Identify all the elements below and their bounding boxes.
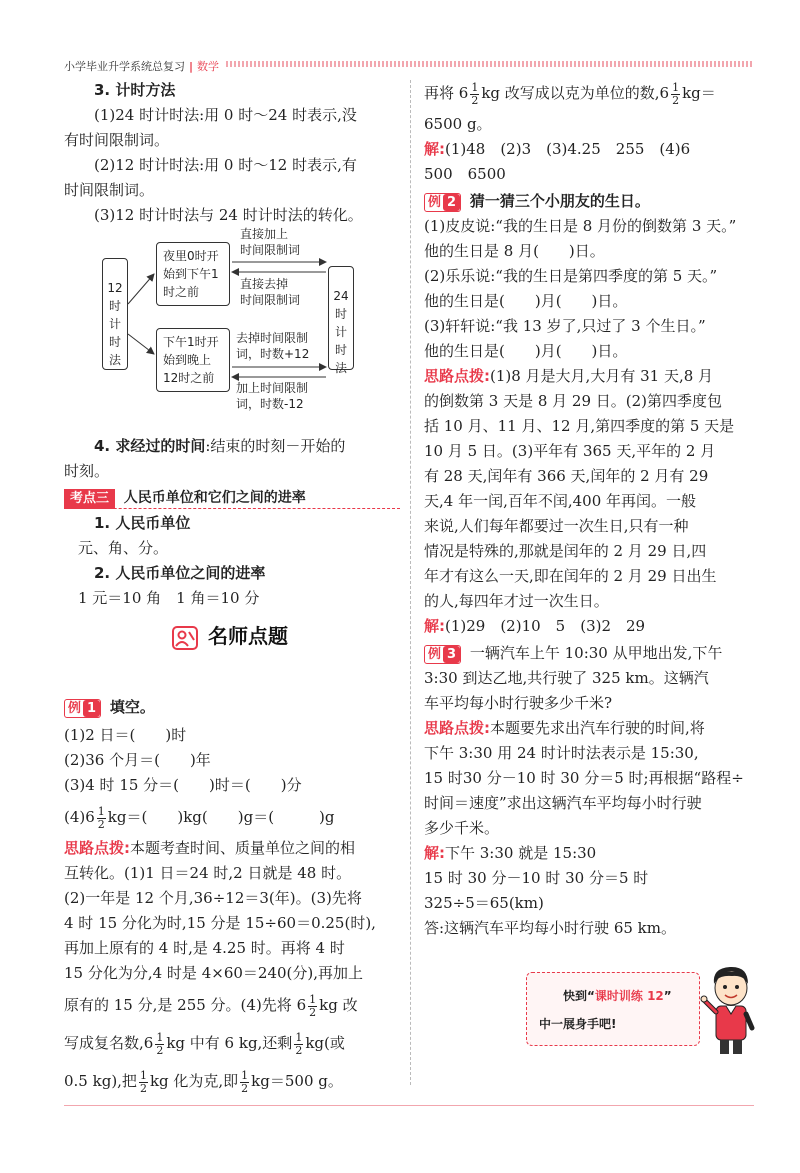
diagram-text: 直接去掉	[240, 277, 289, 291]
hint-text: 本题要先求出汽车行驶的时间,将	[490, 719, 705, 737]
section-4-line	[64, 434, 400, 459]
hint-line: 的人,每四年才过一次生日。	[424, 592, 609, 610]
answer-line	[424, 841, 760, 866]
hint-line: 下午 3:30 用 24 时计时法表示是 15:30,	[424, 744, 699, 762]
hint-line: 来说,人们每年都要过一次生日,只有一种	[424, 517, 689, 535]
answer-label: 解:	[424, 140, 445, 158]
hint-line	[424, 364, 760, 389]
section-title: 名师点题	[208, 624, 288, 648]
answer-line: 325÷5＝65(km)	[424, 894, 544, 912]
fraction-numerator: 1	[471, 80, 479, 94]
diagram-text: 夜里0时开	[163, 249, 219, 263]
question-line: 他的生日是 8 月( )日。	[424, 242, 605, 260]
hint-line: 4 时 15 分化为时,15 分是 15÷60＝0.25(时),	[64, 914, 376, 932]
arrow-label	[240, 276, 300, 308]
hint-label: 思路点拨:	[424, 367, 490, 385]
hint-text: kg＝500 g。	[251, 1072, 343, 1090]
hint-line: 天,4 年一闰,百年不闰,400 年再闰。一般	[424, 492, 697, 510]
hint-line: 有 28 天,闰年有 366 天,闰年的 2 月有 29	[424, 467, 709, 485]
question-line: (2)36 个月＝( )年	[64, 751, 211, 769]
question-line: (3)轩轩说:“我 13 岁了,只过了 3 个生日。”	[424, 317, 706, 335]
example-1-header	[64, 695, 400, 720]
arrow-label	[240, 226, 300, 258]
arrow-label	[236, 330, 309, 362]
fraction-numerator: 1	[156, 1030, 164, 1044]
hint-line: 15 时30 分－10 时 30 分＝5 时;再根据“路程÷	[424, 769, 744, 787]
diagram-text: 加上时间限制	[236, 381, 309, 395]
section-3-title: 3. 计时方法	[94, 81, 176, 99]
hint-line	[424, 716, 760, 741]
answer-line	[424, 137, 760, 162]
diagram-text: 去掉时间限制	[236, 331, 309, 345]
question-line: 他的生日是( )月( )日。	[424, 342, 628, 360]
hint-line	[64, 836, 400, 861]
fraction	[155, 1032, 164, 1057]
question-line: 3:30 到达乙地,共行驶了 325 km。这辆汽	[424, 669, 709, 687]
hint-text: kg(或	[305, 1034, 345, 1052]
callout-text: 快到“	[563, 989, 595, 1003]
hint-line: 互转化。(1)1 日＝24 时,2 日就是 48 时。	[64, 864, 352, 882]
section-4-text: :结束的时刻－开始的	[205, 437, 346, 455]
hint-line: (2)一年是 12 个月,36÷12＝3(年)。(3)先将	[64, 889, 362, 907]
fraction	[671, 82, 680, 107]
section-heading	[172, 620, 288, 650]
callout-line-2: 中一展身手吧!	[539, 1017, 617, 1031]
example-number: 2	[443, 194, 460, 211]
diagram-text: 时	[334, 343, 347, 357]
example-number: 3	[443, 646, 460, 663]
hint-line: 年才有这么一天,即在闰年的 2 月 29 日出生	[424, 567, 717, 585]
diagram-text: 计	[108, 317, 121, 331]
hint-line	[64, 1062, 400, 1100]
twenty-four-hour-box	[328, 266, 354, 375]
practice-callout	[526, 972, 700, 1046]
answer-line: 答:这辆汽车平均每小时行驶 65 km。	[424, 919, 676, 937]
example-tag	[64, 699, 101, 718]
fraction-denominator: 2	[295, 1043, 303, 1057]
answer-text: 下午 3:30 就是 15:30	[445, 844, 597, 862]
diagram-text: 时	[334, 307, 347, 321]
hint-text: 原有的 15 分,是 255 分。(4)先将 6	[64, 996, 307, 1014]
question-line: (2)乐乐说:“我的生日是第四季度的第 5 天。”	[424, 267, 718, 285]
hint-text: 本题考查时间、质量单位之间的相	[130, 839, 356, 857]
book-title: 小学毕业升学系统总复习	[64, 60, 185, 73]
callout-text: ”	[663, 989, 672, 1003]
example-tag	[424, 193, 461, 212]
text-line: (1)24 时计时法:用 0 时～24 时表示,没	[94, 106, 357, 124]
header-separator: |	[189, 60, 194, 73]
fraction-numerator: 1	[139, 1068, 147, 1082]
hint-line	[64, 986, 400, 1024]
fraction-denominator: 2	[139, 1081, 147, 1095]
hint-text: 0.5 kg),把	[64, 1072, 137, 1090]
example-3-header	[424, 641, 760, 666]
diagram-text: 时间限制词	[240, 243, 301, 257]
diagram-text: 词，时数+12	[236, 347, 310, 361]
question-line: 他的生日是( )月( )日。	[424, 292, 628, 310]
cartoon-boy-illustration	[700, 962, 762, 1058]
hint-text: kg 中有 6 kg,还剩	[166, 1034, 293, 1052]
text: kg＝	[682, 84, 716, 102]
fraction	[294, 1032, 303, 1057]
hint-line: 时间＝速度”求出这辆汽车平均每小时行驶	[424, 794, 702, 812]
question-line: (1)皮皮说:“我的生日是 8 月份的倒数第 3 天。”	[424, 217, 737, 235]
header-rule	[226, 61, 754, 67]
hint-label: 思路点拨:	[64, 839, 130, 857]
hint-line	[64, 1024, 400, 1062]
answer-text: (1)48 (2)3 (3)4.25 255 (4)6	[445, 140, 691, 158]
diagram-connectors	[100, 224, 360, 414]
answer-label: 解:	[424, 617, 445, 635]
answer-text: (1)29 (2)10 5 (3)2 29	[445, 617, 646, 635]
hint-line: 括 10 月、11 月、12 月,第四季度的第 5 天是	[424, 417, 735, 435]
example-number: 1	[83, 700, 100, 717]
running-header	[64, 58, 219, 74]
diagram-text: 计	[334, 325, 347, 339]
fraction-numerator: 1	[672, 80, 680, 94]
twelve-hour-box	[102, 258, 128, 370]
diagram-text: 12	[107, 281, 123, 295]
diagram-text: 直接加上	[240, 227, 289, 241]
text: 再将 6	[424, 84, 469, 102]
kaodian-tag: 考点三	[64, 489, 115, 509]
diagram-text: 时之前	[163, 285, 200, 299]
answer-line: 15 时 30 分－10 时 30 分＝5 时	[424, 869, 649, 887]
question-line	[64, 798, 400, 836]
example-3-text: 一辆汽车上午 10:30 从甲地出发,下午	[469, 644, 723, 662]
diagram-text: 下午1时开	[163, 335, 219, 349]
text-line: 时间限制词。	[64, 181, 155, 199]
fraction-denominator: 2	[97, 817, 105, 831]
diagram-text: 始到晚上	[163, 353, 212, 367]
example-2-header	[424, 189, 760, 214]
hint-text: (1)8 月是大月,大月有 31 天,8 月	[490, 367, 714, 385]
section-4-title: 4. 求经过的时间	[94, 437, 206, 455]
answer-line	[424, 614, 760, 639]
hint-line: 情况是特殊的,那就是闰年的 2 月 29 日,四	[424, 542, 707, 560]
arrow-label	[236, 380, 308, 412]
text-line: 6500 g。	[424, 115, 492, 133]
example-tag	[424, 645, 461, 664]
fraction-denominator: 2	[156, 1043, 164, 1057]
diagram-text: 法	[334, 361, 347, 375]
example-tag-label: 例	[68, 700, 82, 716]
fraction-numerator: 1	[295, 1030, 303, 1044]
fraction-numerator: 1	[241, 1068, 249, 1082]
diagram-text: 始到下午1	[163, 267, 219, 281]
time-conversion-diagram	[100, 224, 360, 414]
right-column	[424, 78, 760, 941]
text-line: (2)12 时计时法:用 0 时～12 时表示,有	[94, 156, 357, 174]
question-line: (3)4 时 15 分＝( )时＝( )分	[64, 776, 302, 794]
hint-text: kg 改	[319, 996, 358, 1014]
hint-label: 思路点拨:	[424, 719, 490, 737]
question-line: (1)2 日＝( )时	[64, 726, 187, 744]
hint-text: 写成复名数,6	[64, 1034, 154, 1052]
question-text: kg＝( )kg( )g＝( )g	[107, 808, 335, 826]
fraction	[139, 1070, 148, 1095]
diagram-text: 词，时数-12	[236, 397, 304, 411]
example-2-title: 猜一猜三个小朋友的生日。	[469, 192, 650, 210]
diagram-text: 时	[108, 335, 121, 349]
diagram-text: 12时之前	[163, 371, 215, 385]
example-tag-label: 例	[428, 194, 442, 210]
question-text: (4)6	[64, 808, 95, 826]
question-line: 车平均每小时行驶多少千米?	[424, 694, 613, 712]
fraction	[240, 1070, 249, 1095]
footer-rule	[64, 1105, 754, 1106]
fraction-denominator: 2	[241, 1081, 249, 1095]
fraction-denominator: 2	[471, 93, 479, 107]
fraction-numerator: 1	[309, 992, 317, 1006]
morning-range-box	[156, 242, 230, 306]
hint-line: 再加上原有的 4 时,是 4.25 时。再将 4 时	[64, 939, 345, 957]
hint-text: kg 化为克,即	[149, 1072, 239, 1090]
text: kg 改写成以克为单位的数,6	[481, 84, 670, 102]
fraction	[308, 994, 317, 1019]
hint-line: 多少千米。	[424, 819, 500, 837]
text-line: (3)12 时计时法与 24 时计时法的转化。	[94, 206, 363, 224]
diagram-text: 24	[333, 289, 349, 303]
example-tag-label: 例	[428, 646, 442, 662]
column-divider	[410, 80, 411, 1085]
diagram-text: 时	[108, 299, 121, 313]
rmb-2-title: 2. 人民币单位之间的进率	[94, 564, 266, 582]
kaodian-3-header	[64, 486, 400, 509]
kaodian-title: 人民币单位和它们之间的进率	[123, 490, 306, 506]
rmb-2-body: 1 元＝10 角 1 角＝10 分	[78, 589, 260, 607]
teacher-icon	[172, 626, 198, 650]
fraction	[470, 82, 479, 107]
fraction-denominator: 2	[672, 93, 680, 107]
text-line	[424, 74, 760, 112]
fraction	[97, 806, 106, 831]
rmb-1-body: 元、角、分。	[78, 539, 169, 557]
subject-label: 数学	[197, 60, 220, 73]
fraction-denominator: 2	[309, 1005, 317, 1019]
text-line: 有时间限制词。	[64, 131, 170, 149]
diagram-text: 法	[108, 353, 121, 367]
example-1-title: 填空。	[109, 698, 155, 716]
hint-line: 10 月 5 日。(3)平年有 365 天,平年的 2 月	[424, 442, 716, 460]
callout-line-1	[563, 987, 672, 1004]
fraction-numerator: 1	[97, 804, 105, 818]
rmb-1-title: 1. 人民币单位	[94, 514, 191, 532]
answer-label: 解:	[424, 844, 445, 862]
afternoon-range-box	[156, 328, 230, 392]
text-line: 时刻。	[64, 462, 110, 480]
hint-line: 的倒数第 3 天是 8 月 29 日。(2)第四季度包	[424, 392, 723, 410]
answer-line: 500 6500	[424, 165, 506, 183]
hint-line: 15 分化为分,4 时是 4×60＝240(分),再加上	[64, 964, 364, 982]
diagram-text: 时间限制词	[240, 293, 301, 307]
callout-highlight: 课时训练 12	[594, 989, 664, 1003]
